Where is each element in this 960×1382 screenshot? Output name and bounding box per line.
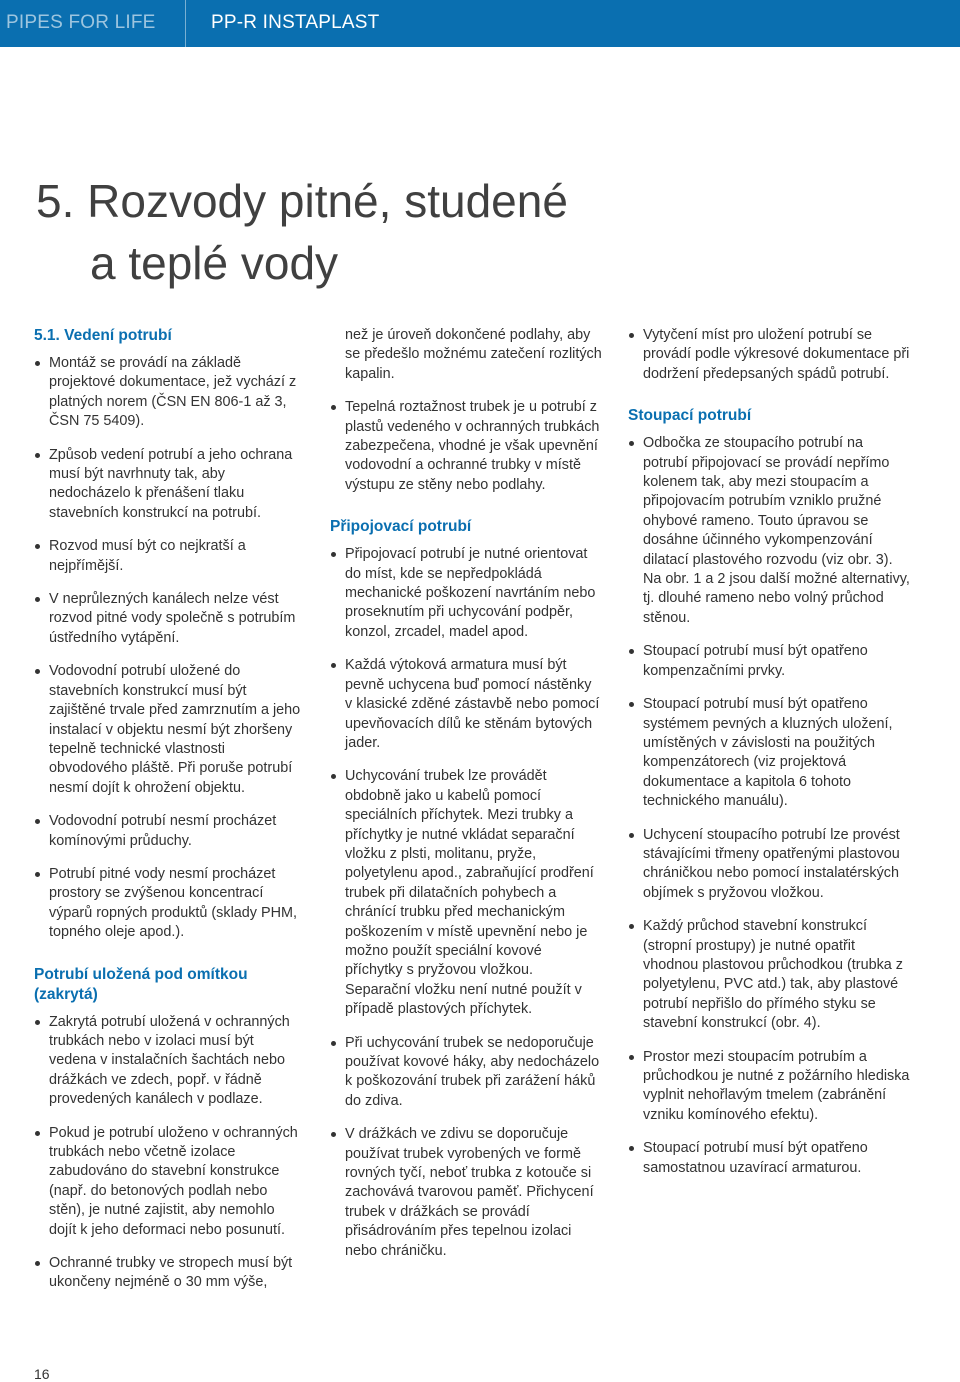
bullet-list bbox=[34, 354, 304, 943]
list-item: Vodovodní potrubí nesmí procházet komínovými průduchy. bbox=[34, 812, 304, 851]
product-label: PP-R INSTAPLAST bbox=[211, 12, 380, 33]
top-header-bar bbox=[0, 0, 960, 47]
list-item: Rozvod musí být co nejkratší a nejpřímější. bbox=[34, 537, 304, 576]
list-item: Odbočka ze stoupacího potrubí na potrubí připojovací se provádí nepřímo kolenem tak, aby mezi stoupacím a připojovacím potrubím vzniklo pružné ohybové rameno. Touto úpravou se dosáhne účinného vykompenzování dilatací plastového rozvodu (viz obr. 3). Na obr. 1 a 2 jsou další možné alternativy, tj. dlouhé rameno nebo volný průchod stěnou. bbox=[628, 434, 910, 628]
brand-label: PIPES FOR LIFE bbox=[6, 12, 156, 33]
list-item: Tepelná roztažnost trubek je u potrubí z plastů vedeného v ochranných trubkách zabezpečena, vhodné je však upevnění vodovodní a ochranné trubky v místě výstupu ze stěny nebo podlahy. bbox=[330, 398, 602, 495]
chapter-title-line1: 5. Rozvody pitné, studené bbox=[36, 175, 568, 227]
chapter-title-line2: a teplé vody bbox=[90, 237, 339, 289]
list-item: Každá výtoková armatura musí být pevně uchycena buď pomocí nástěnky v klasické zděné zástavbě nebo pomocí upevňovacích dílů ke stěnám bytových jader. bbox=[330, 656, 602, 753]
list-item: Vytyčení míst pro uložení potrubí se provádí podle výkresové dokumentace při dodržení předepsaných spádů potrubí. bbox=[628, 326, 910, 384]
bullet-list bbox=[330, 545, 602, 1261]
list-item: Každý průchod stavební konstrukcí (stropní prostupy) je nutné opatřit vhodnou plastovou průchodkou (trubka z polyetylenu, PVC atd.) tak, aby plastové potrubí nepřišlo do přímého styku se stavební konstrukcí (obr. 4). bbox=[628, 917, 910, 1033]
list-item: Pokud je potrubí uloženo v ochranných trubkách nebo včetně izolace zabudováno do stavební konstrukce (např. do betonových podlah nebo stěn), je nutné zajistit, aby nemohlo dojít k jeho deformaci nebo posunutí. bbox=[34, 1124, 304, 1240]
list-item: V neprůlezných kanálech nelze vést rozvod pitné vody společně s potrubím ústředního vytápění. bbox=[34, 590, 304, 648]
list-item: Vodovodní potrubí uložené do stavebních konstrukcí musí být zajištěné trvale před zamrznutím a jeho instalací v objektu nesmí být zhoršeny tepelně technické vlastnosti obvodového pláště. Při poruše potrubí nesmí dojít k ohrožení objektu. bbox=[34, 662, 304, 798]
chapter-title bbox=[36, 170, 568, 294]
list-item: Ochranné trubky ve stropech musí být ukončeny nejméně o 30 mm výše, bbox=[34, 1254, 304, 1293]
column-1 bbox=[34, 326, 304, 1307]
list-item: Připojovací potrubí je nutné orientovat do míst, kde se nepředpokládá mechanické poškození navrtáním nebo proseknutím při uchycování podpěr, konzol, zrcadel, madel apod. bbox=[330, 545, 602, 642]
list-item: Stoupací potrubí musí být opatřeno systémem pevných a kluzných uložení, umístěných v závislosti na použitých kompenzátorech (viz projektová dokumentace a kapitola 6 tohoto technického manuálu). bbox=[628, 695, 910, 811]
list-item: V drážkách ve zdivu se doporučuje používat trubek vyrobených ve formě rovných tyčí, neboť trubka z kotouče si zachovává tvarovou paměť. Přichycení trubek v drážkách se provádí přisádrováním přes tepelnou izolaci nebo chráničku. bbox=[330, 1125, 602, 1261]
bullet-list bbox=[330, 398, 602, 495]
section-heading-vedeni-potrubi: 5.1. Vedení potrubí bbox=[34, 327, 172, 344]
column-3 bbox=[628, 326, 910, 1192]
page-number: 16 bbox=[34, 1366, 50, 1382]
bullet-list bbox=[628, 434, 910, 1178]
list-item: Prostor mezi stoupacím potrubím a průchodkou je nutné z požárního hlediska vyplnit nehořlavým tmelem (zabránění vzniku komínového efektu). bbox=[628, 1048, 910, 1126]
list-item: Stoupací potrubí musí být opatřeno kompenzačními prvky. bbox=[628, 642, 910, 681]
list-item: Uchycení stoupacího potrubí lze provést stávajícími třmeny opatřenými plastovou chráničkou nebo pomocí instalatérských objímek s pryžovou vložkou. bbox=[628, 826, 910, 904]
column-2 bbox=[330, 326, 602, 1275]
section-heading-stoupaci-potrubi: Stoupací potrubí bbox=[628, 407, 752, 425]
section-heading-zakryta: Potrubí uložená pod omítkou (zakrytá) bbox=[34, 965, 248, 1003]
header-divider bbox=[185, 0, 186, 47]
list-item: Stoupací potrubí musí být opatřeno samostatnou uzavírací armaturou. bbox=[628, 1139, 910, 1178]
list-item: Zakrytá potrubí uložená v ochranných trubkách nebo v izolaci musí být vedena v instalačních šachtách nebo drážkách ve zdech, popř. v řádně provedených kanálech v podlaze. bbox=[34, 1013, 304, 1110]
list-item: Potrubí pitné vody nesmí procházet prostory se zvýšenou koncentrací výparů ropných produktů (sklady PHM, topného oleje apod.). bbox=[34, 865, 304, 943]
continued-text: než je úroveň dokončené podlahy, aby se předešlo možnému zatečení rozlitých kapalin. bbox=[345, 327, 602, 382]
list-item: Montáž se provádí na základě projektové dokumentace, jež vychází z platných norem (ČSN EN 806-1 až 3, ČSN 75 5409). bbox=[34, 354, 304, 432]
list-item: Způsob vedení potrubí a jeho ochrana musí být navrhnuty tak, aby nedocházelo k přenášení tlaku stavebních konstrukcí na potrubí. bbox=[34, 446, 304, 524]
list-item: Uchycování trubek lze provádět obdobně jako u kabelů pomocí speciálních příchytek. Mezi trubky a příchytky je nutné vkládat separační vložku z plsti, molitanu, pryže, polyetylenu apod., zabraňující prodření trubek při dilatačních pohybech a chránící trubku před mechanickým poškozením v místě upevnění nebo je možno použít speciální kovové příchytky s pryžovou vložkou. Separační vložku není nutné použít v případě plastových příchytek. bbox=[330, 767, 602, 1019]
section-heading-pripojovaci-potrubi: Připojovací potrubí bbox=[330, 518, 472, 536]
list-item: Při uchycování trubek se nedoporučuje používat kovové háky, aby nedocházelo k poškozování trubek při zarážení háků do zdiva. bbox=[330, 1034, 602, 1112]
bullet-list bbox=[34, 1013, 304, 1293]
bullet-list bbox=[628, 326, 910, 384]
